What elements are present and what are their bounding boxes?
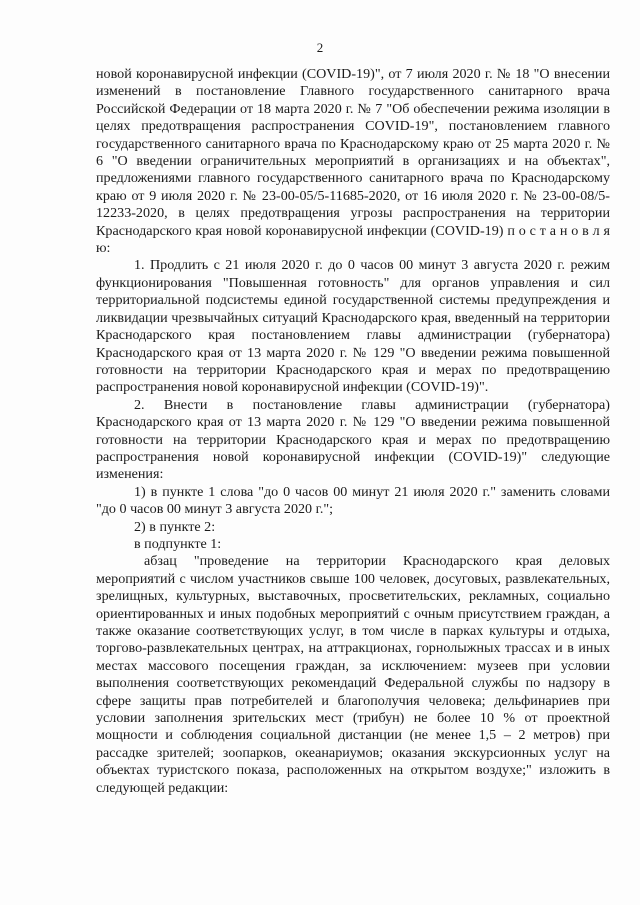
- paragraph-subitem-2: 2) в пункте 2:: [134, 518, 216, 535]
- paragraph-subpoint-1: в подпункте 1:: [134, 535, 222, 552]
- page-number: 2: [316, 40, 324, 55]
- paragraph-item-2: 2. Внести в постановление главы администрации (губернатора) Краснодарского края от 13 марта 2020 г. № 129 "О введении режима повышенной готовности на территории Краснодарского края и мерах по предотвращению распространения новой коронавирусной инфекции (COVID-19)" следующие изменения:: [96, 396, 610, 483]
- paragraph-item-1: 1. Продлить с 21 июля 2020 г. до 0 часов 00 минут 3 августа 2020 г. режим функционирования "Повышенная готовность" для органов управления и сил территориальной подсистемы единой государственной системы предупреждения и ликвидации чрезвычайных ситуаций Краснодарского края, введенный на территории Краснодарского края постановлением главы администрации (губернатора) Краснодарского края от 13 марта 2020 г. № 129 "О введении режима повышенной готовности на территории Краснодарского края и мерах по предотвращению распространения новой коронавирусной инфекции (COVID-19)".: [96, 257, 610, 396]
- paragraph-preamble: новой коронавирусной инфекции (COVID-19)", от 7 июля 2020 г. № 18 "О внесении изменений в постановление Главного государственного санитарного врача Российской Федерации от 18 марта 2020 г. № 7 "Об обеспечении режима изоляции в целях предотвращения распространения COVID-19", постановлением главного государственного санитарного врача по Краснодарскому краю от 25 марта 2020 г. № 6 "О введении ограничительных мероприятий в организациях и на объектах", предложениями главного государственного санитарного врача по Краснодарскому краю от 9 июля 2020 г. № 23-00-05/5-11685-2020, от 16 июля 2020 г. № 23-00-08/5-12233-2020, в целях предотвращения угрозы распространения на территории Краснодарского края новой коронавирусной инфекции (COVID-19) п о с т а н о в л я ю:: [96, 66, 610, 257]
- paragraph-subitem-1: 1) в пункте 1 слова "до 0 часов 00 минут 21 июля 2020 г." заменить словами "до 0 часов 00 минут 3 августа 2020 г.";: [96, 483, 610, 518]
- document-body: [96, 66, 610, 797]
- paragraph-abzac: абзац "проведение на территории Краснодарского края деловых мероприятий с числом участников свыше 100 человек, досуговых, развлекательных, зрелищных, культурных, выставочных, просветительских, рекламных, социально ориентированных и иных подобных мероприятий с очным присутствием граждан, а также оказание соответствующих услуг, в том числе в парках культуры и отдыха, торгово-развлекательных центрах, на аттракционах, горнолыжных трассах и в иных местах массового посещения граждан, за исключением: музеев при условии выполнения соответствующих рекомендаций Федеральной службы по надзору в сфере защиты прав потребителей и благополучия человека; дельфинариев при условии заполнения зрительских мест (трибун) не более 10 % от проектной мощности и соблюдения социальной дистанции (не менее 1,5 – 2 метров) при рассадке зрителей; зоопарков, океанариумов; оказания экскурсионных услуг на объектах туристского показа, расположенных на открытом воздухе;" изложить в следующей редакции:: [96, 553, 610, 796]
